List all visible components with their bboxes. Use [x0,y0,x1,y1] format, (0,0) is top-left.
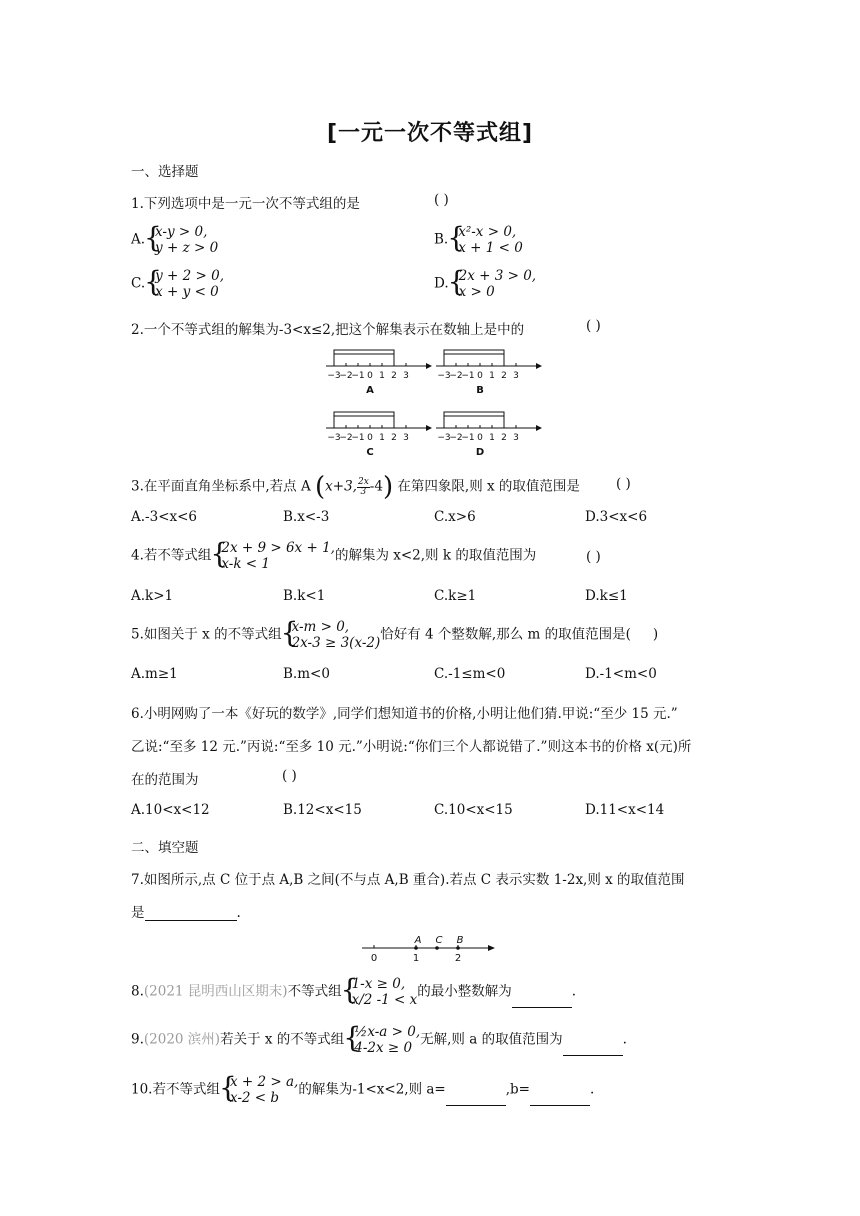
option-label: B [476,385,484,396]
stem-text: ,b= [505,1081,530,1098]
tick-label: −1 [461,371,475,381]
option-label: A [366,385,374,396]
source-note: (2020 滨州) [143,1031,221,1048]
tick-label: 2 [501,371,507,381]
section-heading-fill: 二、填空题 [131,840,199,856]
question-4-answer-paren: ( ) [586,549,601,565]
option-label: C. [131,275,146,292]
question-6-option-c: C.10<x<15 [434,802,513,818]
stem-text: 不等式组 [287,983,342,1000]
number-line-option-a [326,350,432,396]
solution-bracket [334,350,394,366]
answer-blank-b[interactable] [530,1091,590,1106]
tick-label: 0 [477,433,483,443]
inequality-system: { y + 2 > 0, x + y < 0 [145,268,224,300]
question-3-option-b: B.x<-3 [283,509,330,525]
tick-label: 1 [489,433,495,443]
inequality-system: { x-m > 0, 2x-3 ≥ 3(x-2) [282,619,381,651]
tick-label: 3 [513,371,519,381]
question-5-option-b: B.m<0 [283,666,330,682]
question-2-answer-paren: ( ) [586,318,601,334]
question-6-line-3: 在的范围为 [131,772,199,788]
open-paren: ( [315,472,326,502]
tick-label: −2 [339,433,353,443]
question-3-option-d: D.3<x<6 [585,509,648,525]
question-4-stem [131,540,536,572]
answer-blank-a[interactable] [446,1091,506,1106]
question-1-option-a [131,224,218,256]
question-5-option-c: C.-1≤m<0 [434,666,506,682]
question-7-line-1: 7.如图所示,点 C 位于点 A,B 之间(不与点 A,B 重合).若点 C 表示实数 1-2x,则 x 的取值范围 [131,872,685,888]
tick-label: 0 [367,371,373,381]
answer-blank[interactable] [563,1041,623,1056]
question-8-stem [131,976,576,1008]
tick-label: −2 [449,371,463,381]
question-2-number-line-figure [322,340,547,455]
stem-text: 4.若不等式组 [131,547,212,564]
question-3-option-c: C.x>6 [434,509,476,525]
question-number: 9. [131,1031,144,1048]
question-5-option-d: D.-1<m<0 [585,666,657,682]
tick-label: 1 [412,953,420,964]
question-1-answer-paren: ( ) [434,192,449,208]
section-heading-choice: 一、选择题 [131,164,199,180]
answer-blank[interactable] [145,906,237,921]
question-6-option-b: B.12<x<15 [283,802,362,818]
stem-text: 无解,则 a 的取值范围为 [420,1031,563,1048]
tick-label: 2 [391,433,397,443]
inequality-system: { x-y > 0, y + z > 0 [145,224,218,256]
stem-text: . [236,905,241,921]
question-4-option-a: A.k>1 [131,588,174,604]
point-label: C [435,935,443,946]
solution-bracket [444,412,504,428]
question-1-option-b [434,224,523,256]
question-1-stem: 1.下列选项中是一元一次不等式组的是 [131,196,360,212]
stem-text: 10.若不等式组 [131,1081,220,1098]
inequality-system: { 2x + 9 > 6x + 1, x-k < 1 [211,540,335,572]
tick-label: 2 [454,953,462,964]
point-a [414,946,418,950]
question-1-option-d [434,268,536,300]
question-7-number-line [362,930,498,964]
stem-text: . [622,1031,627,1048]
stem-text: 3.在平面直角坐标系中,若点 A [131,478,311,495]
source-note: (2021 昆明西山区期末) [143,983,288,1000]
question-6-option-a: A.10<x<12 [131,802,210,818]
tick-label: −3 [327,433,341,443]
tick-label: 1 [489,371,495,381]
question-3-option-a: A.-3<x<6 [131,509,198,525]
tick-label: 2 [391,371,397,381]
tick-label: 1 [379,433,385,443]
question-4-option-b: B.k<1 [283,588,326,604]
coordinate-x: x+3, [325,478,357,495]
axis-arrow [536,425,542,431]
tick-label: −1 [351,371,365,381]
tick-label: 3 [403,371,409,381]
option-label: D. [434,275,449,292]
tick-label: 0 [477,371,483,381]
tick-label: −1 [351,433,365,443]
inequality-system: { x + 2 > a, x-2 < b [220,1074,298,1106]
question-9-stem [131,1024,627,1056]
tick-label: 1 [379,371,385,381]
tick-label: 3 [403,433,409,443]
tick-label: −3 [327,371,341,381]
question-6-answer-paren: ( ) [282,768,297,784]
option-label: B. [434,231,449,248]
inequality-system: { ½x-a > 0, 4-2x ≥ 0 [344,1024,420,1056]
number-line-option-c [326,412,432,455]
stem-text: 在第四象限,则 x 的取值范围是 [397,478,580,495]
option-label: A. [131,231,146,248]
question-5-stem [131,619,658,651]
tick-label: −2 [339,371,353,381]
stem-text: 5.如图关于 x 的不等式组 [131,626,282,643]
axis-arrow [426,425,432,431]
stem-text: 恰好有 4 个整数解,那么 m 的取值范围是( [380,626,631,643]
inequality-system: { 1-x ≥ 0, x/2 -1 < x [342,976,418,1008]
question-6-line-1: 6.小明网购了一本《好玩的数学》,同学们想知道书的价格,小明让他们猜.甲说:“至少 15 元.” [131,706,678,722]
tick-label: 3 [513,433,519,443]
stem-text: 若关于 x 的不等式组 [220,1031,345,1048]
stem-text: 的解集为-1<x<2,则 a= [298,1081,446,1098]
question-6-option-d: D.11<x<14 [585,802,665,818]
inequality-system: { x²-x > 0, x + 1 < 0 [448,224,523,256]
stem-text: 的解集为 x<2,则 k 的取值范围为 [334,547,537,564]
question-10-stem [131,1074,594,1106]
tick-label: −3 [437,433,451,443]
answer-blank[interactable] [512,993,572,1008]
question-number: 8. [131,983,144,1000]
inequality-system: { 2x + 3 > 0, x > 0 [449,268,536,300]
option-label: C [366,447,374,455]
tick-label: −1 [461,433,475,443]
coordinate-y-tail: -4 [369,478,383,495]
stem-text: 是 [131,905,145,921]
question-5-option-a: A.m≥1 [131,666,178,682]
stem-text: 的最小整数解为 [417,983,512,1000]
stem-text: . [571,983,577,1000]
point-label: B [456,935,464,946]
tick-label: 2 [501,433,507,443]
fraction: $\frac{2x}{3}$ [357,476,369,497]
question-3-stem [131,472,580,502]
question-3-answer-paren: ( ) [616,476,631,492]
point-c [435,946,439,950]
question-1-option-c [131,268,224,300]
stem-text: ) [652,626,659,643]
tick-label: 0 [367,433,373,443]
point-label: A [414,935,422,946]
stem-text: . [590,1081,595,1098]
axis-arrow [426,363,432,369]
question-4-option-d: D.k≤1 [585,588,628,604]
question-2-stem: 2.一个不等式组的解集为-3<x≤2,把这个解集表示在数轴上是中的 [131,322,525,338]
solution-bracket [334,412,394,428]
number-line-option-d [436,412,542,455]
tick-label: −3 [437,371,451,381]
number-line-option-b [436,350,542,396]
close-paren: ) [382,472,394,502]
page-title: [一元一次不等式组] [326,121,534,146]
option-label: D [475,447,485,455]
axis-arrow [536,363,542,369]
question-4-option-c: C.k≥1 [434,588,477,604]
question-7-line-2 [131,901,241,921]
question-6-line-2: 乙说:“至多 12 元.”丙说:“至多 10 元.”小明说:“你们三个人都说错了.”则这本书的价格 x(元)所 [131,739,692,755]
point-b [456,946,460,950]
axis-arrow [488,945,495,951]
tick-label: 0 [370,953,378,964]
tick-label: −2 [449,433,463,443]
solution-bracket [444,350,504,366]
